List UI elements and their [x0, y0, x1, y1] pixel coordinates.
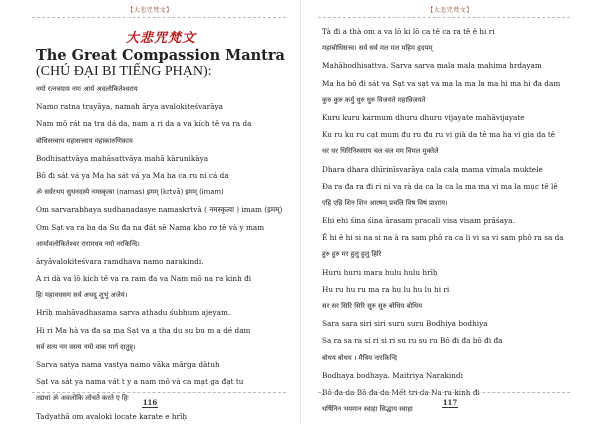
header-divider: [318, 17, 570, 18]
mantra-line-iast: Ehi ehi śina śina ārasam pracali visa visam prāśaya.: [322, 216, 515, 226]
footer-divider: [32, 392, 286, 393]
mantra-line-vietnamese: Tà đi a thà om a va lô ki lô ca tê ca ra tê ê hi ri: [322, 27, 495, 36]
mantra-line-sanskrit: तद्यथा ॐ अवलोकि लोचते करते ए हिः: [36, 394, 129, 403]
mantra-line-iast: āryāvalokiteśvara ramdhava namo narakindi.: [36, 256, 204, 266]
mantra-line-sanskrit: महाबोधिसत्त्व। सर्व सर्व मल मल महिम हृदयम्: [322, 44, 433, 53]
page-number-text: 116: [142, 398, 158, 407]
mantra-line-vietnamese: Hi ri Ma hà va đa sa ma Sạt va a tha du su bu m a dé dam: [36, 325, 251, 335]
mantra-line-sanskrit: बोधय बोधय । मैत्रिय नारकिन्दि: [322, 353, 398, 362]
page-number: [0, 398, 300, 407]
mantra-line-sanskrit: ॐ सर्वरभय सुधनदस्ये नमस्कृत्वा (namas) इमम् (krtvā) इमम् (imam): [36, 188, 224, 197]
mantra-line-iast: Kuru kuru karmum dhuru dhuru vijayate mahāvijayate: [322, 112, 525, 122]
running-head: 【大悲咒梵文】: [127, 7, 173, 14]
mantra-line-vietnamese: Hu ru hu ru ma ra hu lu hu lu hi ri: [322, 284, 450, 294]
mantra-line-iast: Sarva satya nama vastya namo vāka mārga dātuh: [36, 360, 220, 369]
footer-divider: [318, 392, 570, 393]
mantra-line-sanskrit: नमो रत्नत्रयाय नमः आर्य अवलोकितेश्वराय: [36, 85, 138, 93]
mantra-line-iast: Dhara dhara dhīrinīsvarāya cala cala mama vimala muktele: [322, 164, 543, 174]
page-number: [300, 398, 600, 407]
mantra-line-sanskrit: धर धर धिरिनिश्वराय चल चल मम विमल मुक्तेले: [322, 147, 439, 156]
mantra-line-sanskrit: बोधिसत्त्वाय महासत्त्वाय महाकारुणिकाय: [36, 136, 133, 145]
right-page: [300, 0, 600, 424]
page-content: [36, 27, 286, 421]
header-divider: [32, 17, 286, 18]
mantra-line-sanskrit: हिः महावधसम सर्व अथदु शुभुं अजेयं।: [36, 291, 128, 300]
mantra-line-vietnamese: Sạt va sát ya nama vát t y a nam mô và ca mạt ga đạt tu: [36, 377, 244, 387]
vietnamese-title: (CHÚ ĐẠI BI TIẾNG PHẠN):: [36, 64, 212, 79]
english-title: The Great Compassion Mantra: [36, 47, 285, 64]
mantra-line-vietnamese: Om Sạt va ra ba da Su đa na đát sê Nama kho rơ tê và y mam: [36, 222, 265, 232]
mantra-line-sanskrit: कुरु कुरु कर्मु धुरु धुरु विजयते महाविजयते: [322, 95, 426, 104]
mantra-line-vietnamese: Đa ra đa ra đi ri ni va rà da ca la ca la ma ma vi ma la mục tê lê: [322, 181, 558, 191]
mantra-line-iast: Tadyathā om avaloki locate karate e hrīḥ: [36, 411, 188, 421]
mantra-line-vietnamese: Ê hi ê hi si na si na à ra sam phô ra ca li vi sa vi sam phô ra sa da: [322, 233, 564, 243]
mantra-line-iast: Bodhaya bodhaya. Maitriya Narakindi: [322, 370, 463, 380]
mantra-line-sanskrit: एहि एहि शिन शिन आरषम् प्रचलि विष विषं प्राशाय।: [322, 198, 448, 207]
mantra-line-vietnamese: Ku ru ku ru cạt mum đu ru đu ru vi già da tê ma ha vi gia da tê: [322, 130, 556, 140]
mantra-line-sanskrit: सर्व सत्य नम वस्त्य नमो वाक मार्ग दातुह्।: [36, 342, 136, 351]
running-head: 【大悲咒梵文】: [427, 7, 473, 14]
mantra-line-iast: Huru huru mara hulu hulu hrīḥ: [322, 267, 438, 277]
mantra-line-vietnamese: Bô đa da Bô đa da Mết tri da Na ra kinh đi: [322, 387, 480, 397]
mantra-line-iast: Bodhisattvāya mahāsattvāya mahā kārunikāya: [36, 153, 209, 163]
mantra-line-vietnamese: Nam mô rát na tra dá da, nam a ri da a va kích tê va ra da: [36, 119, 252, 129]
mantra-line-vietnamese: A ri dà va lô kích tê va ra ram đa va Nam mô na ra kinh đi: [36, 274, 252, 284]
mantra-line-sanskrit: सर सर सिरि सिरि सुरु सुरु बोधिय बोधिय: [322, 302, 423, 310]
mantra-line-vietnamese: Sa ra sa ra si ri si ri su ru su ru Bô đi đa bô đi đa: [322, 336, 503, 346]
mantra-line-iast: Namo ratna trayāya, namah ārya avalokiteśvarāya: [36, 102, 223, 112]
mantra-line-iast: Om sarvarabhaya sudhanadasye namaskrtvā ( नमस्कृत्वा ) imam (इमम्): [36, 205, 283, 215]
chinese-title: 大悲咒梵文: [125, 31, 196, 46]
mantra-line-vietnamese: Ma ha bô đi sát va Sạt va sạt va ma la ma la ma hi ma hi đa dam: [322, 78, 561, 88]
mantra-line-iast: Sara sara siri siri suru suru Bodhiya bodhiya: [322, 319, 488, 329]
mantra-line-sanskrit: धर्षिनिन भयमान स्वाहा सिद्धाय स्वाहा: [322, 405, 413, 414]
mantra-line-sanskrit: हुरु हुरु मर हुलु हुलु हिरि: [322, 250, 382, 259]
page-content: [322, 27, 570, 414]
mantra-line-vietnamese: Bô đi sát vá ya Ma ha sát vá ya Ma ha ca ru ni cá da: [36, 170, 229, 180]
page-number-text: 117: [442, 398, 458, 407]
mantra-line-iast: Hrīḥ mahāvadhasama sarva athadu śubhum ajeyam.: [36, 308, 231, 318]
mantra-line-sanskrit: आर्यावलोकितेश्वर रारामधव नमो नरकिन्दि।: [36, 239, 140, 248]
mantra-line-iast: Mahābodhisattva. Sarva sarva mala mala mahima hrdayam: [322, 61, 542, 71]
